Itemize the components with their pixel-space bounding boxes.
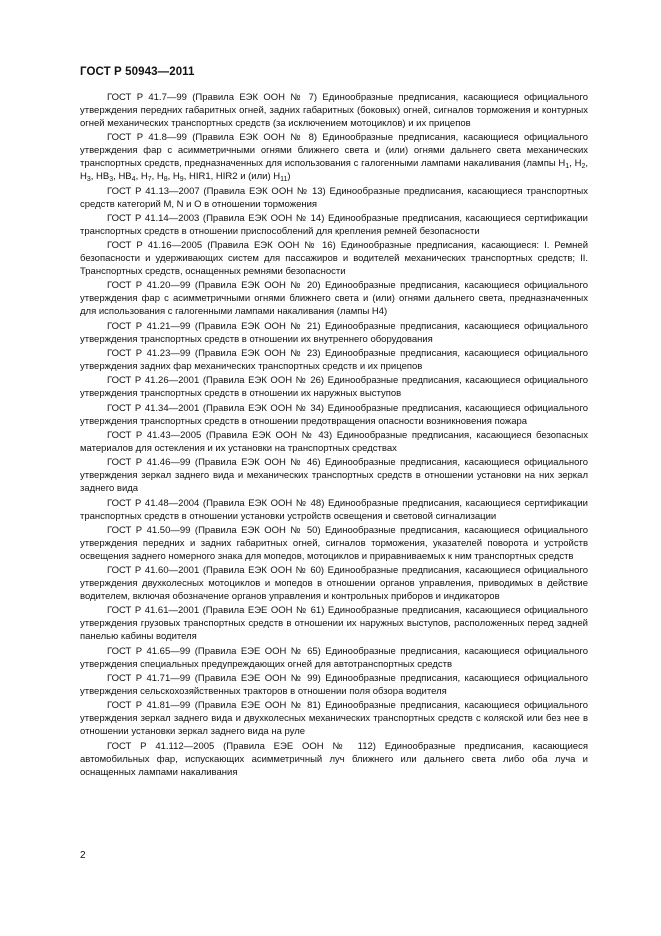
reference-paragraph: ГОСТ Р 41.71—99 (Правила ЕЭЕ ООН № 99) Единообразные предписания, касающиеся официального утверждения сельскохозяйственных тракторов в отношении поля обзора водителя [80,673,588,698]
reference-paragraph: ГОСТ Р 41.60—2001 (Правила ЕЭК ООН № 60) Единообразные предписания, касающиеся официального утверждения двухколесных мотоциклов и мопедов в отношении органов управления, приводимых в действие водителем, включая обозначение органов управления и контрольных приборов и индикаторов [80,565,588,603]
page-number: 2 [80,850,86,861]
reference-paragraph: ГОСТ Р 41.65—99 (Правила ЕЭЕ ООН № 65) Единообразные предписания, касающиеся официального утверждения специальных предупреждающих огней для автотранспортных средств [80,645,588,670]
reference-list [80,91,588,780]
reference-paragraph: ГОСТ Р 41.26—2001 (Правила ЕЭК ООН № 26) Единообразные предписания, касающиеся официального утверждения транспортных средств в отношении их наружных выступов [80,375,588,400]
reference-paragraph: ГОСТ Р 41.48—2004 (Правила ЕЭК ООН № 48) Единообразные предписания, касающиеся сертификации транспортных средств в отношении установки устройств освещения и световой сигнализации [80,497,588,522]
reference-paragraph: ГОСТ Р 41.14—2003 (Правила ЕЭК ООН № 14) Единообразные предписания, касающиеся сертификации транспортных средств в отношении приспособлений для крепления ремней безопасности [80,212,588,237]
reference-paragraph: ГОСТ Р 41.112—2005 (Правила ЕЭЕ ООН № 112) Единообразные предписания, касающиеся автомобильных фар, испускающих асимметричный луч ближнего или дальнего света либо оба луча и оснащенных лампами накаливания [80,740,588,778]
reference-paragraph: ГОСТ Р 41.8—99 (Правила ЕЭК ООН № 8) Единообразные предписания, касающиеся официального утверждения фар с асимметричными огнями ближнего света и (или) огнями дальнего света механических транспортных средств, предназначенных для использования с галогенными лампами накаливания (лампы $H_1$, $H_2$, $H_3$, $HB_3$, $HB_4$, $H_7$, $H_8$, $H_9$, HIR1, HIR2 и (или) $H_{11}$) [80,132,589,184]
reference-paragraph: ГОСТ Р 41.23—99 (Правила ЕЭК ООН № 23) Единообразные предписания, касающиеся официального утверждения задних фар механических транспортных средств и их прицепов [80,348,588,373]
reference-paragraph: ГОСТ Р 41.16—2005 (Правила ЕЭК ООН № 16) Единообразные предписания, касающиеся: I. Ремней безопасности и удерживающих систем для пассажиров и водителей механических транспортных средств; II. Транспортных средств, оснащенных ремнями безопасности [80,240,588,278]
reference-paragraph: ГОСТ Р 41.46—99 (Правила ЕЭК ООН № 46) Единообразные предписания, касающиеся официального утверждения зеркал заднего вида и механических транспортных средств в отношении установки на них зеркал заднего вида [80,457,588,495]
reference-paragraph: ГОСТ Р 41.21—99 (Правила ЕЭК ООН № 21) Единообразные предписания, касающиеся официального утверждения транспортных средств в отношении их внутреннего оборудования [80,320,588,345]
reference-paragraph: ГОСТ Р 41.81—99 (Правила ЕЭЕ ООН № 81) Единообразные предписания, касающиеся официального утверждения зеркал заднего вида и двухколесных механических транспортных средств с коляской или без нее в отношении установки зеркал заднего вида на руле [80,700,588,738]
reference-paragraph: ГОСТ Р 41.13—2007 (Правила ЕЭК ООН № 13) Единообразные предписания, касающиеся транспортных средств категорий M, N и O в отношении торможения [80,185,588,210]
reference-paragraph: ГОСТ Р 41.61—2001 (Правила ЕЭЕ ООН № 61) Единообразные предписания, касающиеся официального утверждения грузовых транспортных средств в отношении их наружных выступов, расположенных перед задней панелью кабины водителя [80,605,588,643]
reference-paragraph: ГОСТ Р 41.7—99 (Правила ЕЭК ООН № 7) Единообразные предписания, касающиеся официального утверждения передних габаритных огней, задних габаритных (боковых) огней, сигналов торможения и контурных огней механических транспортных средств (за исключением мотоциклов) и их прицепов [80,92,588,129]
document-header: ГОСТ Р 50943—2011 [80,66,195,78]
reference-paragraph: ГОСТ Р 41.50—99 (Правила ЕЭК ООН № 50) Единообразные предписания, касающиеся официального утверждения передних и задних габаритных огней, сигналов торможения, указателей поворота и устройств освещения заднего номерного знака для мопедов, мотоциклов и приравниваемых к ним транспортных средств [80,524,588,562]
reference-paragraph: ГОСТ Р 41.20—99 (Правила ЕЭК ООН № 20) Единообразные предписания, касающиеся официального утверждения фар с асимметричными огнями ближнего света и (или) огнями дальнего света, предназначенных для использования с галогенными лампами накаливания (лампы H4) [80,280,588,318]
reference-paragraph: ГОСТ Р 41.43—2005 (Правила ЕЭК ООН № 43) Единообразные предписания, касающиеся безопасных материалов для остекления и их установки на транспортных средствах [80,429,588,454]
reference-paragraph: ГОСТ Р 41.34—2001 (Правила ЕЭК ООН № 34) Единообразные предписания, касающиеся официального утверждения транспортных средств в отношении предотвращения опасности возникновения пожара [80,402,588,427]
